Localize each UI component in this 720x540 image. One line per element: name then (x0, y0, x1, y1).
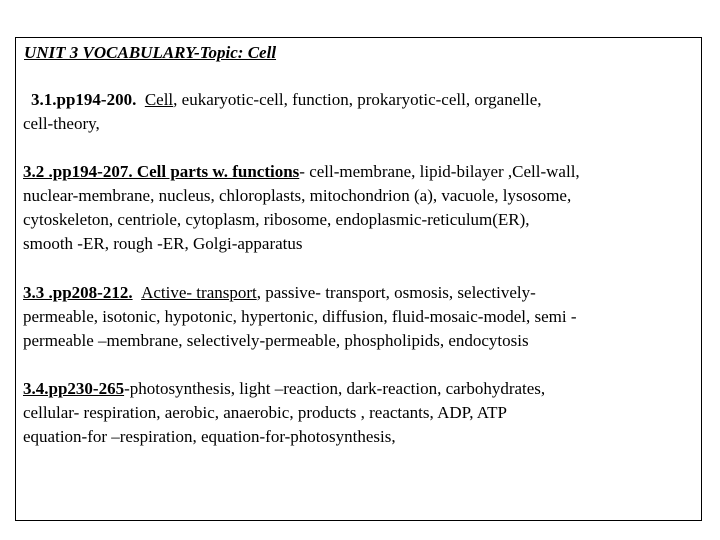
section-3-2-text: - cell-membrane, lipid-bilayer ,Cell-wall, (299, 162, 580, 181)
section-3-3-label: 3.3 .pp208-212. (23, 283, 133, 302)
section-3-4-line-3: equation-for –respiration, equation-for-photosynthesis, (23, 427, 396, 446)
section-3-2-line-2: nuclear-membrane, nucleus, chloroplasts, mitochondrion (a), vacuole, lysosome, (23, 186, 572, 205)
section-3-3-line-3: permeable –membrane, selectively-permeable, phospholipids, endocytosis (23, 331, 529, 350)
page-title: UNIT 3 VOCABULARY-Topic: Cell (24, 43, 277, 62)
section-3-1-text: , eukaryotic-cell, function, prokaryotic-cell, organelle, (173, 90, 542, 109)
section-3-2-line-4: smooth -ER, rough -ER, Golgi-apparatus (23, 234, 303, 253)
section-3-2-line-3: cytoskeleton, centriole, cytoplasm, ribosome, endoplasmic-reticulum(ER), (23, 210, 530, 229)
section-3-4-line-2: cellular- respiration, aerobic, anaerobic, products , reactants, ADP, ATP (23, 403, 508, 422)
section-3-3-line-1 (23, 281, 693, 305)
section-3-1-line-2: cell-theory, (23, 114, 100, 133)
section-3-1-label: 3.1.pp194-200. (31, 90, 137, 109)
section-3-2-line-1 (23, 160, 693, 184)
section-3-1-term: Cell (144, 90, 174, 109)
section-3-1 (23, 88, 693, 136)
section-3-3-text: , passive- transport, osmosis, selectively- (256, 283, 536, 302)
section-3-3-line-2: permeable, isotonic, hypotonic, hypertonic, diffusion, fluid-mosaic-model, semi - (23, 307, 577, 326)
section-3-3 (23, 281, 693, 353)
section-3-2 (23, 160, 693, 256)
section-3-3-term: Active- transport (141, 283, 257, 302)
section-3-4-text: -photosynthesis, light –reaction, dark-reaction, carbohydrates, (124, 379, 546, 398)
section-3-1-line-1 (23, 88, 693, 112)
section-3-2-label: 3.2 .pp194-207. Cell parts w. functions (23, 162, 300, 181)
section-3-4-label: 3.4.pp230-265 (23, 379, 125, 398)
section-3-4 (23, 377, 693, 449)
section-3-4-line-1 (23, 377, 693, 401)
